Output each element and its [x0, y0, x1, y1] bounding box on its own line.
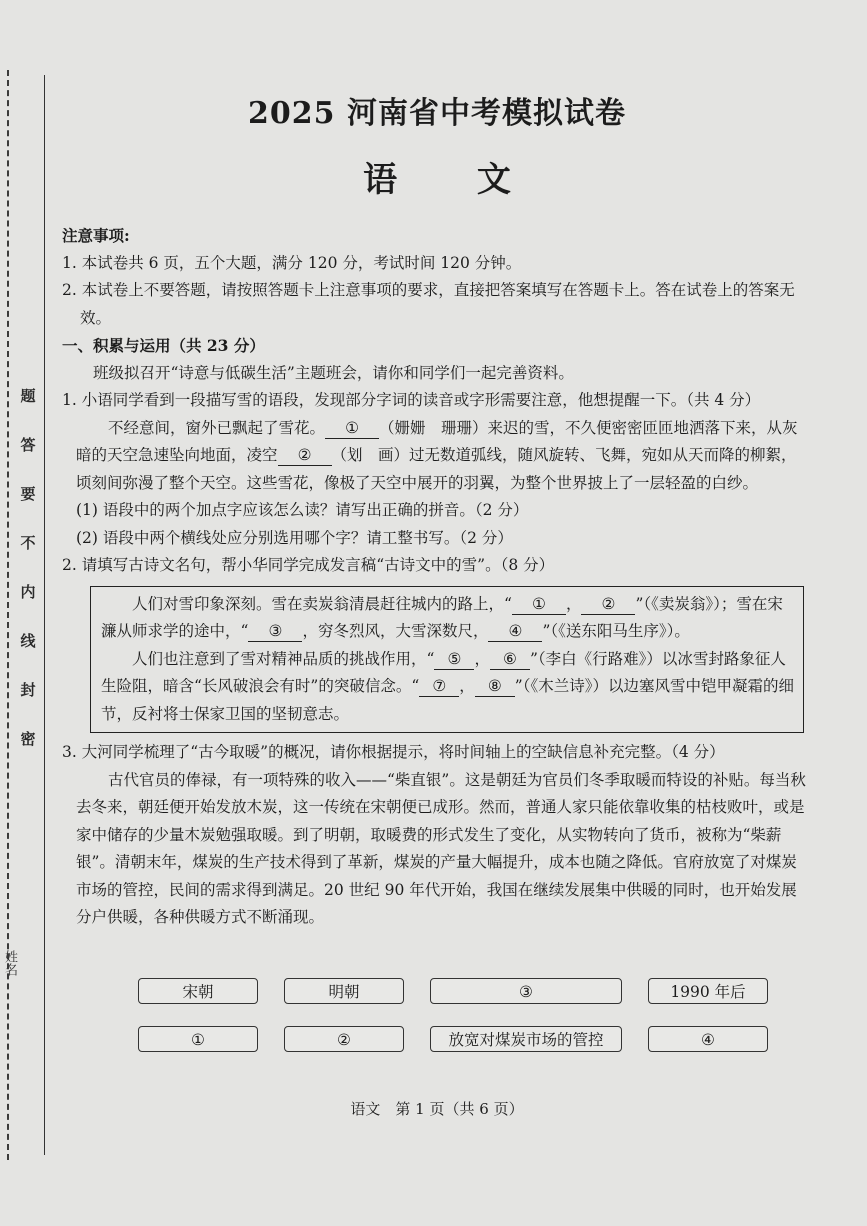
page-footer: 语文 第 1 页（共 6 页） [350, 1100, 524, 1118]
section-heading: 一、积累与运用（共 23 分） [62, 336, 265, 355]
speech-paragraph-2: 人们也注意到了雪对精神品质的挑战作用，“ ⑤ ， ⑥ ”（李白《行路难》）以冰雪封路象征人生险阻，暗含“长风破浪会有时”的突破信念。“ ⑦ ， ⑧ ”（《木兰诗》）以边塞风雪中铠甲凝霜的细节，反衬将士保家卫国的坚韧意志。 [101, 649, 794, 723]
notice-item-1: 1. 本试卷共 6 页，五个大题，满分 120 分，考试时间 120 分钟。 [62, 253, 522, 272]
notice-item-2: 2. 本试卷上不要答题，请按照答题卡上注意事项的要求，直接把答案填写在答题卡上。答在试卷上的答案无效。 [62, 281, 795, 327]
notice-heading: 注意事项: [62, 226, 130, 245]
question-1-stem: 1. 小语同学看到一段描写雪的语段，发现部分字词的读音或字形需要注意，他想提醒一下。（共 4 分） [62, 391, 761, 409]
poem-blank-7[interactable]: ⑦ [419, 676, 459, 697]
poem-blank-2[interactable]: ② [581, 594, 635, 615]
exam-body [62, 222, 812, 932]
question-3-stem: 3. 大河同学梳理了“古今取暖”的概况，请你根据提示，将时间轴上的空缺信息补充完整。（4 分） [62, 743, 725, 761]
seal-char: 题 [20, 387, 36, 405]
question-1-sub-1: (1) 语段中的两个加点字应该怎么读？请写出正确的拼音。（2 分） [76, 501, 529, 519]
poem-blank-1[interactable]: ① [512, 594, 566, 615]
question-1-passage: 不经意间，窗外已飘起了雪花。 ① （姗姗 珊珊）来迟的雪，不久便密密匝匝地洒落下来，从灰暗的天空急速坠向地面，凌空 ② （划 画）过无数道弧线，随风旋转、飞舞，宛如从天而降的柳絮，顷刻间弥漫了整个天空。这些雪花，像极了天空中展开的羽翼，为整个世界披上了一层轻盈的白纱。 [76, 418, 798, 492]
question-1-sub-2: (2) 语段中两个横线处应分别选用哪个字？请工整书写。（2 分） [76, 528, 513, 547]
timeline-blank-2[interactable]: ② [284, 1026, 404, 1052]
question-2-stem: 2. 请填写古诗文名句，帮小华同学完成发言稿“古诗文中的雪”。（8 分） [62, 556, 555, 574]
seal-char: 要 [20, 485, 36, 503]
question-3-passage: 古代官员的俸禄，有一项特殊的收入——“柴直银”。这是朝廷为官员们冬季取暖而特设的补贴。每当秋去冬来，朝廷便开始发放木炭，这一传统在宋朝便已成形。然而，普通人家只能依靠收集的枯枝败叶，或是家中储存的少量木炭勉强取暖。到了明朝，取暖费的形式发生了变化，从实物转向了货币，被称为“柴薪银”。清朝末年，煤炭的生产技术得到了革新，煤炭的产量大幅提升，成本也随之降低。官府放宽了对煤炭市场的管控，民间的需求得到满足。20 世纪 90 年代开始，我国在继续发展集中供暖的同时，也开始发展分户供暖，各种供暖方式不断涌现。 [76, 770, 806, 926]
timeline-blank-4[interactable]: ④ [648, 1026, 768, 1052]
poem-blank-5[interactable]: ⑤ [434, 649, 474, 670]
exam-title: 2025 河南省中考模拟试卷 [248, 96, 626, 131]
speech-paragraph-1: 人们对雪印象深刻。雪在卖炭翁清晨赶往城内的路上，“ ① ， ② ”（《卖炭翁》）；雪在宋濂从师求学的途中，“ ③ ，穷冬烈风，大雪深数尺， ④ ”（《送东阳马生序》）。 [101, 594, 783, 640]
poem-blank-6[interactable]: ⑥ [490, 649, 530, 670]
seal-char: 线 [20, 632, 36, 650]
poem-blank-3[interactable]: ③ [248, 621, 302, 642]
seal-char: 答 [20, 436, 36, 454]
seal-char: 封 [20, 681, 36, 699]
seal-solid-line [44, 75, 45, 1155]
speech-draft-box [90, 586, 804, 734]
seal-char: 内 [20, 583, 36, 601]
timeline-box-ming: 明朝 [284, 978, 404, 1004]
subject-title: 语 文 [363, 160, 545, 200]
seal-char: 不 [20, 534, 36, 552]
seal-warning-text [18, 385, 38, 749]
heating-timeline [138, 978, 778, 1058]
seal-dashed-line [7, 70, 9, 1160]
poem-blank-8[interactable]: ⑧ [475, 676, 515, 697]
timeline-box-1990: 1990 年后 [648, 978, 768, 1004]
timeline-blank-3[interactable]: ③ [430, 978, 622, 1004]
name-label: 姓名 [2, 950, 17, 976]
section-intro: 班级拟召开“诗意与低碳生活”主题班会，请你和同学们一起完善资料。 [93, 363, 574, 382]
timeline-blank-1[interactable]: ① [138, 1026, 258, 1052]
blank-1[interactable]: ① [325, 418, 379, 439]
seal-char: 密 [20, 730, 36, 748]
timeline-box-song: 宋朝 [138, 978, 258, 1004]
binding-margin [0, 0, 46, 1226]
timeline-box-control: 放宽对煤炭市场的管控 [430, 1026, 622, 1052]
poem-blank-4[interactable]: ④ [488, 621, 542, 642]
blank-2[interactable]: ② [278, 445, 332, 466]
